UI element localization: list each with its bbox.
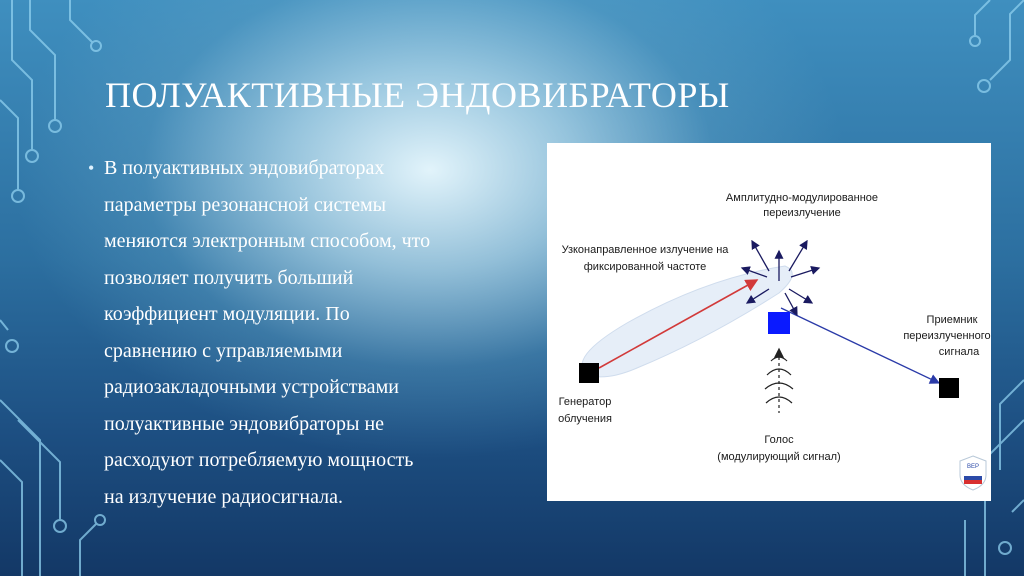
label-narrow: Узконаправленное излучение на [561,244,729,256]
generator-box [579,363,599,383]
paragraph-line: позволяет получить больший [104,266,354,289]
endovibrator-diagram [547,143,991,501]
reradiated-arrow [781,308,939,383]
paragraph-line: В полуактивных эндовибраторах [104,157,385,179]
incident-arrow [599,280,757,368]
paragraph-line: параметры резонансной системы [104,193,387,216]
paragraph-line: коэффициент модуляции. По [104,303,350,325]
logo-text: ВЕР [966,464,980,470]
label-receiver-3: сигнала [938,346,980,358]
paragraph-line: на излучение радиосигнала. [104,485,344,508]
paragraph-line: расходуют потребляемую мощность [104,449,414,471]
label-voice: Голос [764,434,794,446]
label-amplitude-2: переизлучение [763,207,841,219]
paragraph-line: меняются электронным способом, что [104,230,431,252]
slide-title: ПОЛУАКТИВНЫЕ ЭНДОВИБРАТОРЫ [105,75,730,115]
paragraph-line: радиозакладочными устройствами [104,376,399,398]
label-amplitude: Амплитудно-модулированное [725,192,879,204]
label-generator-2: облучения [558,413,612,425]
label-voice-2: (модулирующий сигнал) [717,451,841,463]
label-receiver: Приемник [926,314,978,326]
receiver-box [939,378,959,398]
sound-waves-icon [765,349,793,413]
endovibrator-icon [768,312,790,334]
paragraph-line: полуактивные эндовибраторы не [104,412,385,435]
label-narrow-2: фиксированной частоте [583,261,707,273]
paragraph-text [104,150,534,515]
logo-emblem [958,455,988,491]
bullet-icon: • [88,158,95,178]
label-receiver-2: переизлученного [903,330,991,342]
paragraph-line: сравнению с управляемыми [104,339,343,362]
label-generator: Генератор [558,396,612,408]
